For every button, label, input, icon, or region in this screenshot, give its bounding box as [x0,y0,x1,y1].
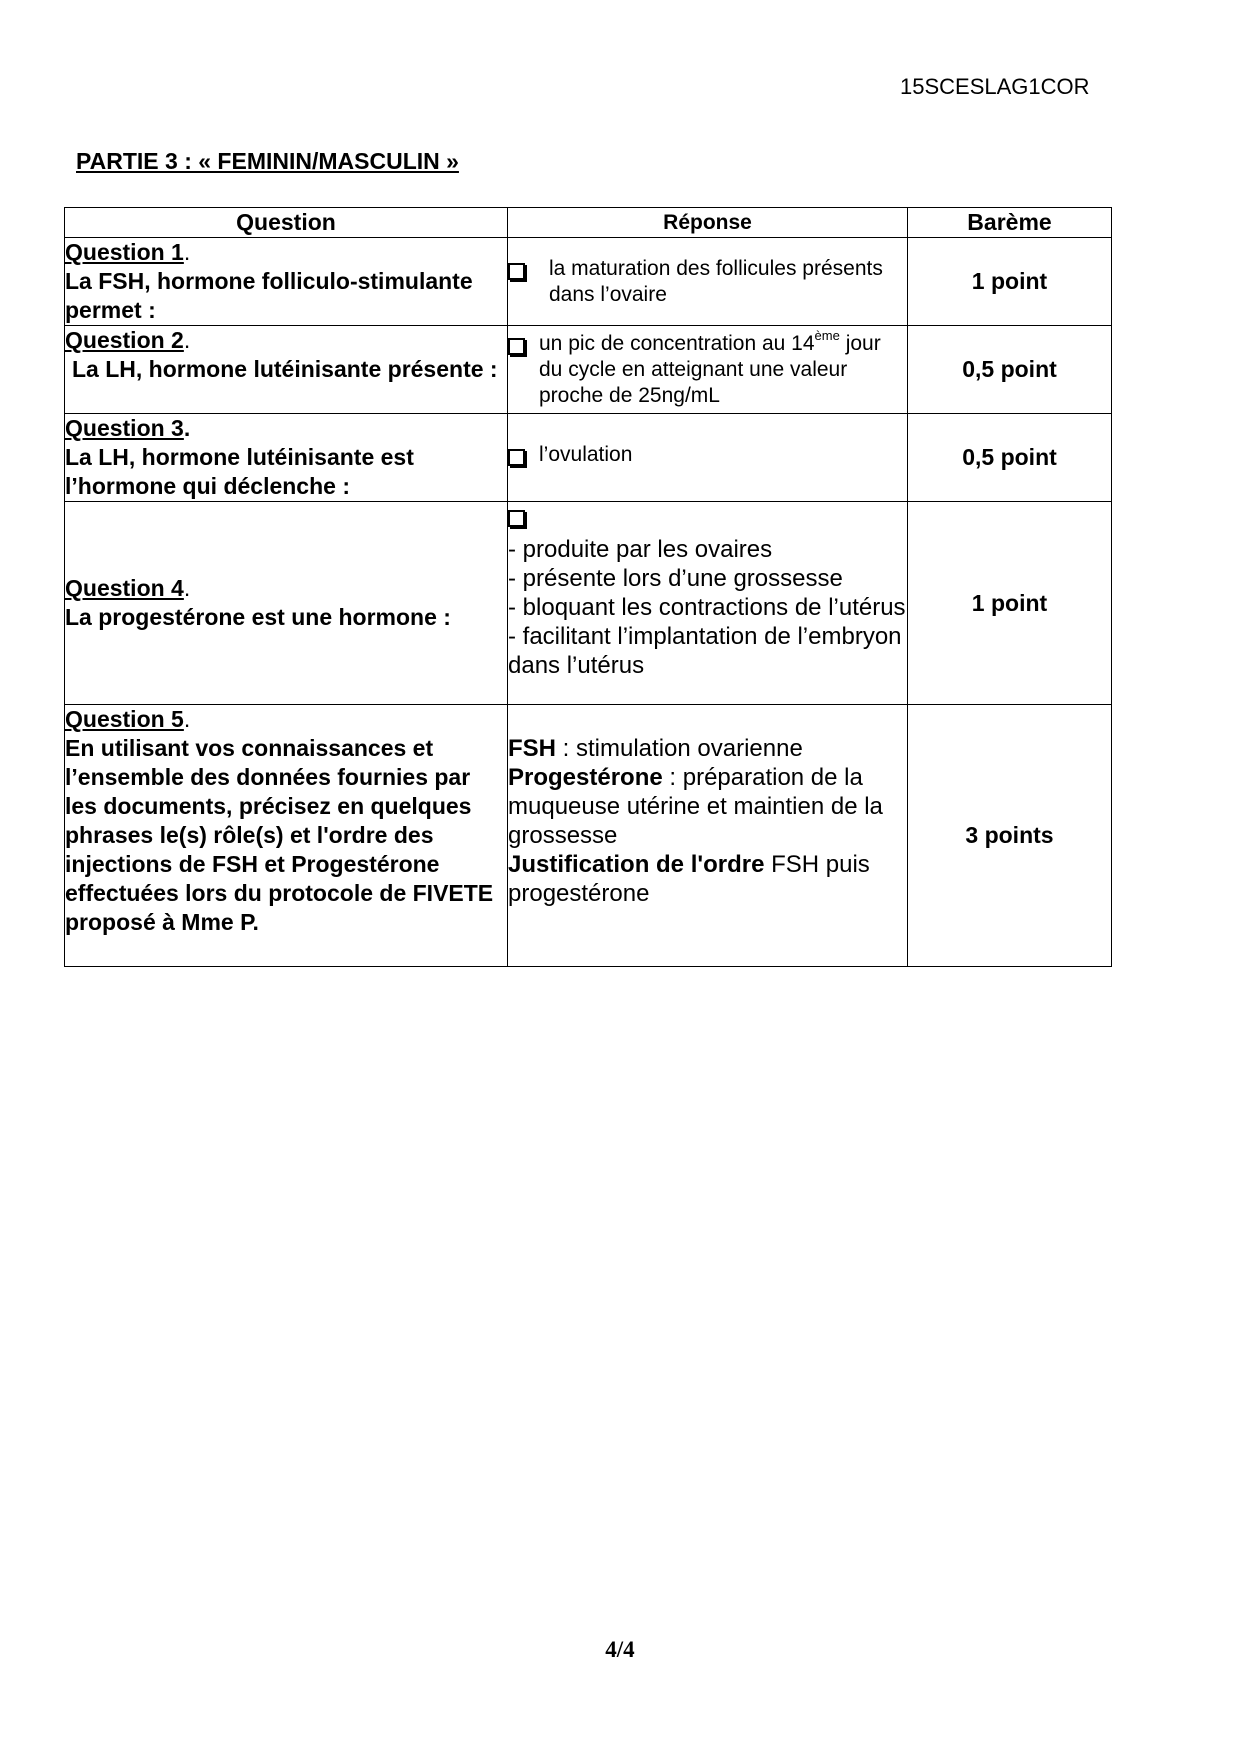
table-header-row [65,208,1112,238]
fsh-text: : stimulation ovarienne [556,734,803,762]
bareme-cell: 1 point [908,238,1112,326]
response-cell [508,414,908,502]
justification-label: Justification de l'ordre [508,850,765,878]
table-row [65,414,1112,502]
question-label: Question 1 [65,239,184,265]
section-title: PARTIE 3 : « FEMININ/MASCULIN » [76,148,459,174]
question-label: Question 3 [65,415,184,441]
header-bareme: Barème [908,208,1112,238]
response-rest: jour du cycle en atteignant une valeur proche de 25ng/mL [539,331,881,407]
response-line: - présente lors d’une grossesse [508,565,843,592]
question-text: En utilisant vos connaissances et l’ensemble des données fournies par les documents, précisez en quelques phrases le(s) rôle(s) et l'ordre des injections de FSH et Progestérone effectuées lors du protocole de FIVETE proposé à Mme P. [65,735,494,935]
header-question: Question [65,208,508,238]
response-superscript: ème [814,327,840,343]
question-label: Question 2 [65,327,184,353]
response-cell [508,705,908,967]
checkbox-icon [508,449,525,466]
bareme-cell: 3 points [908,705,1112,967]
table-row [65,502,1112,705]
question-cell [65,502,508,705]
table-row [65,238,1112,326]
response-text: la maturation des follicules présents dans l’ovaire [549,256,883,306]
response-justification [508,850,907,908]
question-text: La FSH, hormone folliculo-stimulante permet : [65,268,473,323]
question-label: Question 5 [65,706,184,732]
response-line: - produite par les ovaires [508,536,773,563]
question-dot: . [183,575,191,601]
response-progesterone [508,763,907,850]
progesterone-text: : préparation de la muqueuse utérine et maintien de la grossesse [508,763,883,849]
question-text: La LH, hormone lutéinisante présente : [72,356,498,382]
response-text: l’ovulation [539,442,633,466]
checkbox-icon [508,510,525,527]
response-cell [508,502,908,705]
question-dot: . [183,327,191,353]
progesterone-label: Progestérone [508,763,663,791]
response-cell [508,238,908,326]
question-dot: . [183,415,191,441]
question-text: La progestérone est une hormone : [65,604,451,630]
response-main: un pic de concentration au 14 [539,331,815,355]
checkbox-icon [508,263,525,280]
question-cell [65,414,508,502]
bareme-cell: 0,5 point [908,326,1112,414]
document-code: 15SCESLAG1COR [900,74,1090,99]
question-cell [65,326,508,414]
question-cell [65,238,508,326]
response-cell [508,326,908,414]
response-text [539,327,907,409]
header-reponse: Réponse [508,208,908,238]
correction-table [64,207,1112,967]
response-line: - facilitant l’implantation de l’embryon dans l’utérus [508,623,902,679]
response-line: - bloquant les contractions de l’utérus [508,594,906,621]
bareme-cell: 1 point [908,502,1112,705]
question-dot: . [183,239,191,265]
justification-text: FSH puis progestérone [508,850,870,907]
page-number: 4/4 [605,1637,635,1662]
bareme-cell: 0,5 point [908,414,1112,502]
question-dot: . [183,706,191,732]
fsh-label: FSH [508,734,556,762]
table-row [65,705,1112,967]
response-fsh [508,734,907,763]
question-cell [65,705,508,967]
question-label: Question 4 [65,575,184,601]
table-row [65,326,1112,414]
question-text: La LH, hormone lutéinisante est l’hormone qui déclenche : [65,444,414,499]
checkbox-icon [508,338,525,355]
